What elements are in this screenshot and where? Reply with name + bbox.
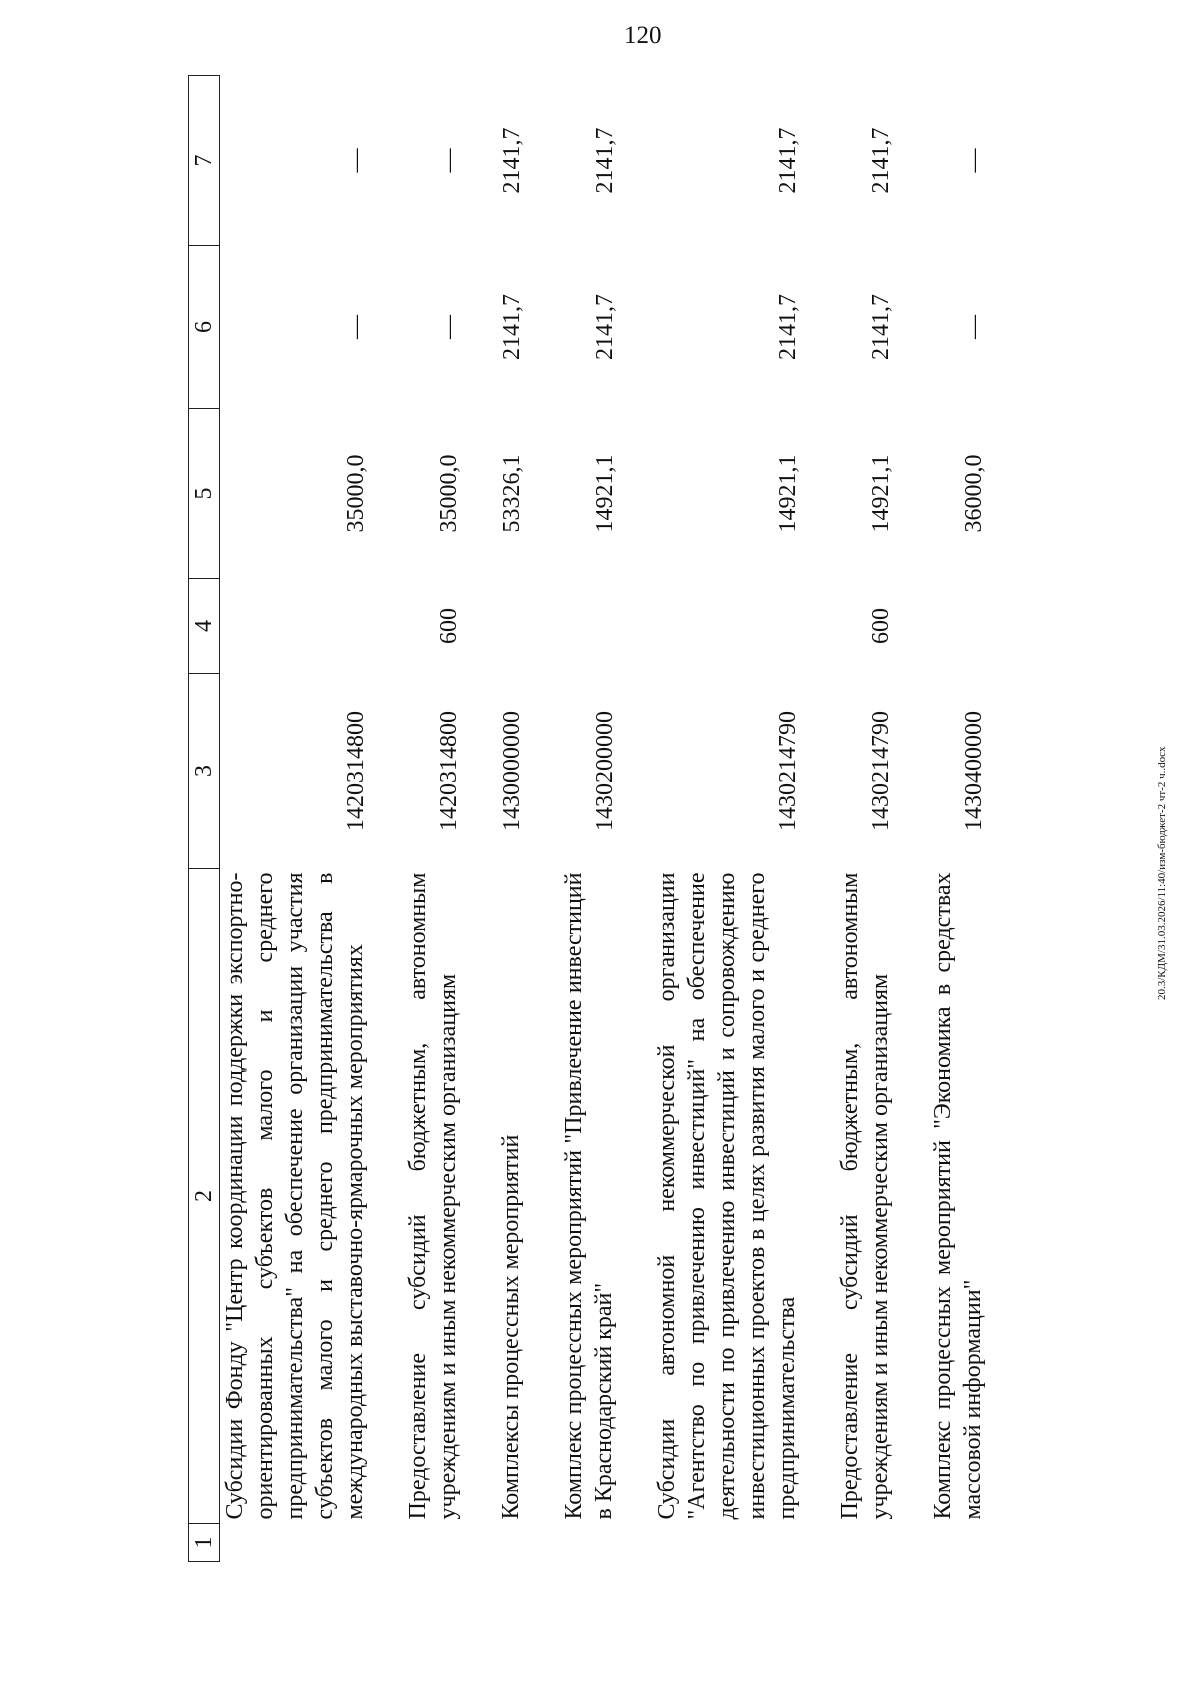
row-name: Субсидии автономной некоммерческой организации "Агентство по привлечению инвестиций" на обеспечение деятельности по привлечению инвестиций и сопровождению инвестиционных проектов в целях развития малого и среднего предпринимательства (654, 872, 800, 1520)
row-amount: 35000,0 (436, 454, 462, 533)
row-amount: 36000,0 (961, 454, 987, 533)
table-row (559, 76, 619, 1562)
column-header: 2 (189, 869, 220, 1524)
row-col7: — (961, 148, 987, 173)
row-col6: 2141,7 (592, 294, 618, 360)
row-type (928, 579, 988, 674)
row-code: 1430200000 (592, 711, 618, 831)
column-header: 3 (189, 674, 220, 869)
row-name: Комплекс процессных мероприятий "Привлечение инвестиций в Краснодарский край" (561, 872, 617, 1520)
row-col7: 2141,7 (592, 127, 618, 194)
budget-table-frame (188, 76, 1118, 1562)
row-spacer (370, 76, 403, 1562)
row-col6: — (343, 315, 369, 339)
column-header: 6 (189, 246, 220, 409)
row-amount: 14921,1 (868, 454, 894, 533)
column-header: 7 (189, 76, 220, 246)
row-name: Субсидии Фонду "Центр координации поддержки экспортно-ориентированных субъектов малого и среднего предпринимательства" на обеспечение организации участия субъектов малого и среднего предпринимательства в международных выставочно-ярмарочных мероприятиях (222, 872, 368, 1520)
row-type (559, 579, 619, 674)
row-amount: 35000,0 (343, 454, 369, 533)
row-col7: — (343, 148, 369, 173)
table-row (496, 76, 526, 1562)
row-spacer (619, 76, 652, 1562)
row-col7: 2141,7 (499, 127, 525, 194)
row-col6: 2141,7 (868, 294, 894, 360)
row-code: 1430400000 (961, 711, 987, 831)
row-spacer (463, 76, 496, 1562)
row-type (220, 579, 371, 674)
row-code: 1430214790 (868, 711, 894, 831)
table-row (928, 76, 988, 1562)
row-code: 1420314800 (343, 711, 369, 831)
table-row (403, 76, 463, 1562)
column-header: 4 (189, 579, 220, 674)
row-code: 1430214790 (775, 711, 801, 831)
row-col7: 2141,7 (868, 127, 894, 194)
table-row (835, 76, 895, 1562)
column-header: 5 (189, 409, 220, 579)
row-spacer (526, 76, 559, 1562)
row-name: Предоставление субсидий бюджетным, автономным учреждениям и иным некоммерческим организациям (837, 872, 893, 1520)
row-spacer (895, 76, 928, 1562)
row-name: Комплекс процессных мероприятий "Экономика в средствах массовой информации" (930, 872, 986, 1520)
row-type: 600 (868, 608, 894, 644)
budget-table (188, 75, 988, 1562)
row-type: 600 (436, 608, 462, 644)
page-number: 120 (624, 22, 662, 49)
row-name: Предоставление субсидий бюджетным, автономным учреждениям и иным некоммерческим организациям (405, 872, 461, 1520)
row-code: 1420314800 (436, 711, 462, 831)
row-col6: 2141,7 (499, 294, 525, 360)
table-row (220, 76, 371, 1562)
row-col7: — (436, 148, 462, 173)
table-row (652, 76, 802, 1562)
table-header-row (189, 76, 220, 1562)
row-col6: — (436, 315, 462, 339)
row-amount: 14921,1 (775, 454, 801, 533)
row-col6: — (961, 315, 987, 339)
row-spacer (802, 76, 835, 1562)
row-amount: 14921,1 (592, 454, 618, 533)
column-header: 1 (189, 1524, 220, 1562)
row-amount: 53326,1 (499, 454, 525, 533)
row-col7: 2141,7 (775, 127, 801, 194)
row-type (496, 579, 526, 674)
document-footer-note-text: 20.3/КДМ/31.03.2026/11:40/изм-бюджет-2 чт-2 ч..docx (1156, 746, 1168, 1000)
row-col6: 2141,7 (775, 294, 801, 360)
row-name: Комплексы процессных мероприятий (498, 1134, 524, 1520)
row-type (652, 579, 802, 674)
row-code: 1430000000 (499, 711, 525, 831)
